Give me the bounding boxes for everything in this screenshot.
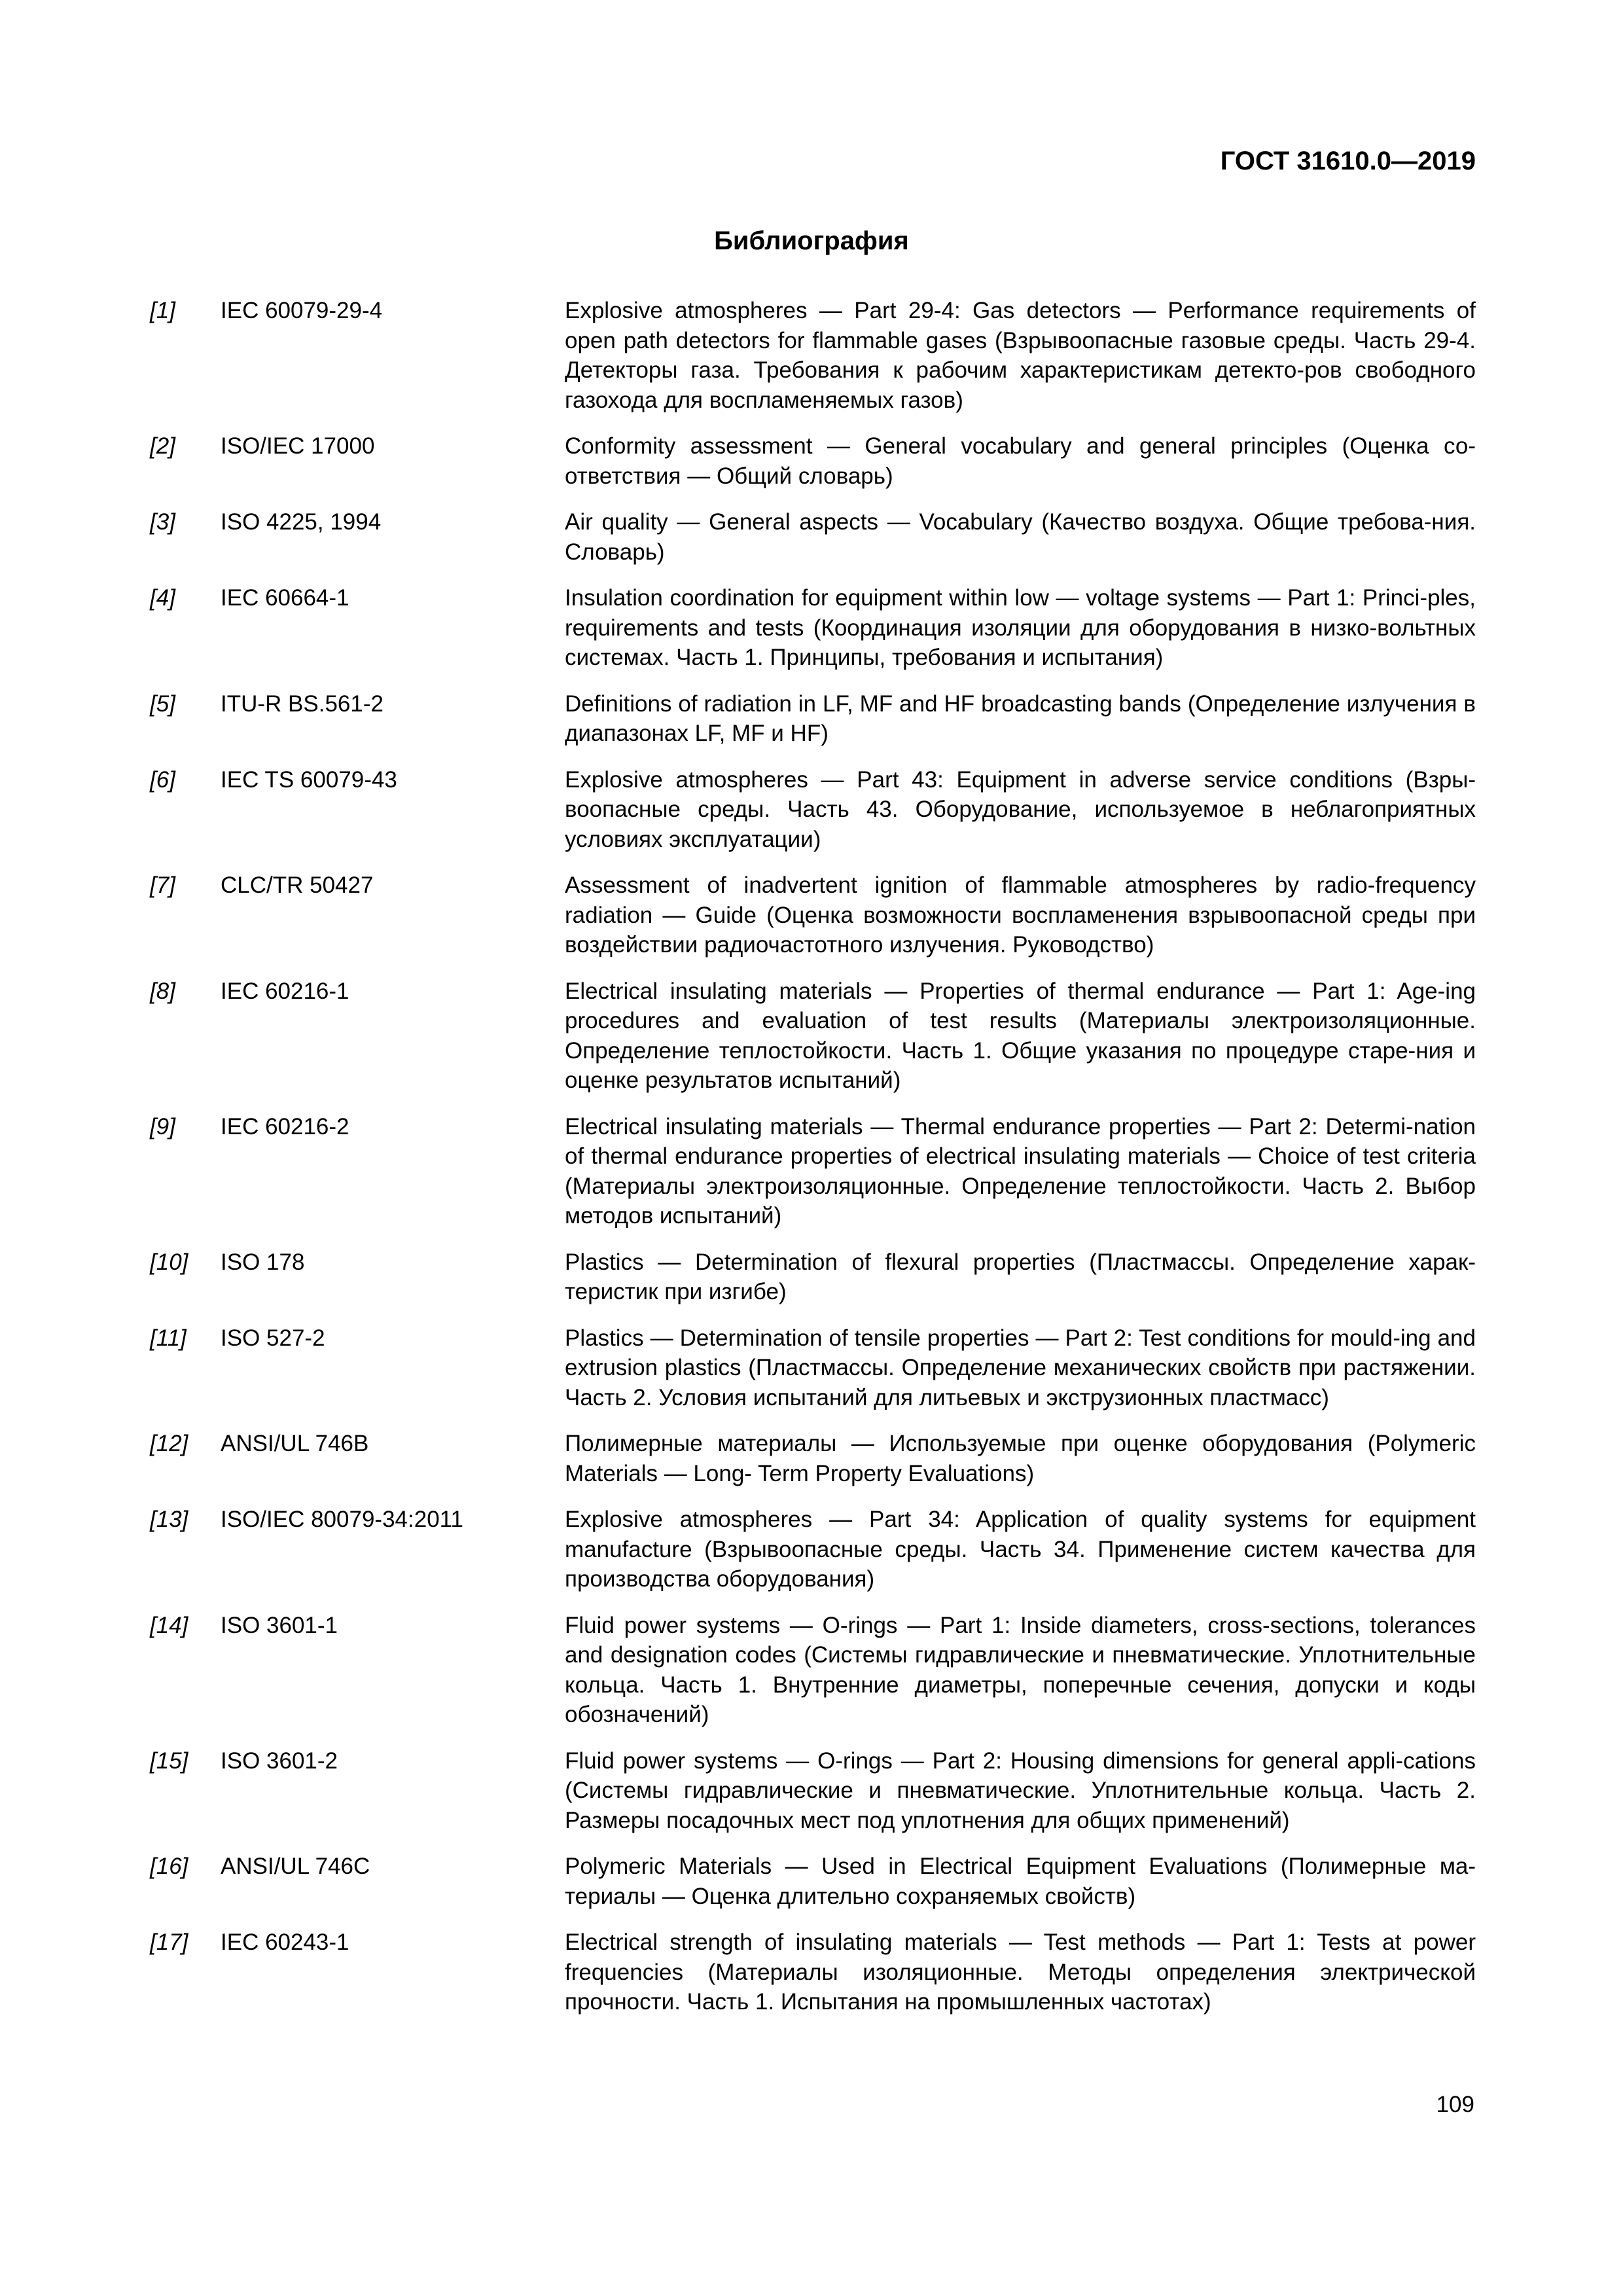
entry-number: [13] (150, 1507, 188, 1532)
entry-standard: IEC 60079-29-4 (221, 298, 383, 323)
entry-number: [11] (150, 1325, 187, 1351)
entry-number: [2] (150, 433, 175, 459)
entry-description: Explosive atmospheres — Part 43: Equipment in adverse service conditions (Взры-воопасные среды. Часть 43. Оборудование, используемое в неблагоприятных условиях эксплуатации) (565, 766, 1476, 852)
entry-number: [5] (150, 691, 175, 717)
entry-standard: ISO 3601-1 (221, 1612, 338, 1638)
entry-number: [3] (150, 509, 175, 535)
entry-number: [6] (150, 766, 175, 793)
entry-number: [17] (150, 1929, 188, 1955)
entry-standard: ISO 4225, 1994 (221, 509, 382, 535)
entry-standard: ANSI/UL 746B (221, 1431, 369, 1456)
entry-standard: IEC TS 60079-43 (221, 766, 397, 793)
bibliography-entry (150, 1852, 1476, 1911)
entry-standard: ISO 178 (221, 1249, 305, 1275)
bibliography-entry (150, 977, 1476, 1096)
entry-standard: ISO 3601-2 (221, 1748, 338, 1774)
document-code: ГОСТ 31610.0—2019 (1220, 147, 1476, 175)
bibliography-entry (150, 1505, 1476, 1594)
entry-description: Electrical insulating materials — Thermal endurance properties — Part 2: Determi-nation of thermal endurance properties of electrical insulating materials — Choice of test criteria (Материалы электроизоляционные. Определение теплостойкости. Часть 2. Выбор методов испытаний) (565, 1113, 1476, 1229)
entry-description: Explosive atmospheres — Part 34: Application of quality systems for equipment manufacture (Взрывоопасные среды. Часть 34. Применение систем качества для производства оборудования) (565, 1507, 1476, 1592)
entry-description: Polymeric Materials — Used in Electrical Equipment Evaluations (Полимерные ма-териалы — Оценка длительно сохраняемых свойств) (565, 1854, 1476, 1909)
entry-description: Plastics — Determination of tensile properties — Part 2: Test conditions for mould-ing and extrusion plastics (Пластмассы. Определение механических свойств при растяжении. Часть 2. Условия испытаний для литьевых и экструзионных пластмасс) (565, 1325, 1476, 1410)
bibliography-entry (150, 765, 1476, 855)
entry-number: [9] (150, 1113, 175, 1139)
bibliography-entry (150, 1247, 1476, 1307)
entry-description: Полимерные материалы — Используемые при оценке оборудования (Polymeric Materials — Long- Term Property Evaluations) (565, 1431, 1476, 1486)
bibliography-entry (150, 1611, 1476, 1730)
entry-description: Fluid power systems — O-rings — Part 2: Housing dimensions for general appli-cations (Системы гидравлические и пневматические. Уплотнительные кольца. Часть 2. Размеры посадочных мест под уплотнения для общих применений) (565, 1748, 1476, 1833)
entry-description: Conformity assessment — General vocabulary and general principles (Оценка со-ответствия — Общий словарь) (565, 433, 1476, 489)
entry-description: Plastics — Determination of flexural properties (Пластмассы. Определение харак-теристик при изгибе) (565, 1249, 1476, 1304)
bibliography-entry (150, 1928, 1476, 2017)
page-number: 109 (1436, 2092, 1474, 2117)
entry-description: Electrical strength of insulating materials — Test methods — Part 1: Tests at power frequencies (Материалы изоляционные. Методы определения электрической прочности. Часть 1. Испытания на промышленных частотах) (565, 1929, 1476, 2015)
bibliography-entry (150, 1429, 1476, 1488)
entry-number: [14] (150, 1612, 188, 1638)
entry-standard: ITU-R BS.561-2 (221, 691, 383, 717)
page-title: Библиография (714, 226, 909, 255)
entry-standard: ISO/IEC 17000 (221, 433, 375, 459)
entry-description: Assessment of inadvertent ignition of flammable atmospheres by radio-frequency radiation — Guide (Оценка возможности воспламенения взрывоопасной среды при воздействии радиочастотного излучения. Руководство) (565, 872, 1476, 958)
entry-standard: IEC 60216-1 (221, 978, 349, 1004)
bibliography-entry (150, 870, 1476, 960)
entry-description: Fluid power systems — O-rings — Part 1: Inside diameters, cross-sections, tolerances and designation codes (Системы гидравлические и пневматические. Уплотнительные кольца. Часть 1. Внутренние диаметры, поперечные сечения, допуски и коды обозначений) (565, 1612, 1476, 1727)
entry-description: Explosive atmospheres — Part 29-4: Gas detectors — Performance requirements of open path detectors for flammable gases (Взрывоопасные газовые среды. Часть 29-4. Детекторы газа. Требования к рабочим характеристикам детекто-ров свободного газохода для воспламеняемых газов) (565, 298, 1476, 413)
entry-number: [12] (150, 1431, 188, 1456)
bibliography-entry (150, 689, 1476, 749)
bibliography-entry (150, 1112, 1476, 1231)
bibliography-entry (150, 431, 1476, 491)
entry-number: [16] (150, 1854, 188, 1879)
entry-number: [7] (150, 872, 175, 898)
entry-number: [10] (150, 1249, 188, 1275)
entry-description: Electrical insulating materials — Properties of thermal endurance — Part 1: Age-ing procedures and evaluation of test results (Материалы электроизоляционные. Определение теплостойкости. Часть 1. Общие указания по процедуре старе-ния и оценке результатов испытаний) (565, 978, 1476, 1093)
bibliography-entry (150, 1323, 1476, 1413)
bibliography-entry (150, 507, 1476, 567)
entry-standard: ISO 527-2 (221, 1325, 325, 1351)
entry-number: [4] (150, 585, 175, 611)
bibliography-entry (150, 1746, 1476, 1836)
entry-number: [8] (150, 978, 175, 1004)
entry-description: Air quality — General aspects — Vocabulary (Качество воздуха. Общие требова-ния. Словарь) (565, 509, 1476, 565)
entry-standard: ANSI/UL 746C (221, 1854, 370, 1879)
entry-standard: IEC 60664-1 (221, 585, 349, 611)
entry-number: [15] (150, 1748, 188, 1774)
entry-standard: IEC 60216-2 (221, 1113, 349, 1139)
entry-standard: ISO/IEC 80079-34:2011 (221, 1507, 463, 1532)
bibliography-entry (150, 583, 1476, 673)
entry-description: Definitions of radiation in LF, MF and HF broadcasting bands (Определение излучения в диапазонах LF, MF и HF) (565, 691, 1476, 746)
bibliography-list (150, 296, 1476, 2034)
entry-standard: IEC 60243-1 (221, 1929, 349, 1955)
entry-description: Insulation coordination for equipment within low — voltage systems — Part 1: Princi-ples, requirements and tests (Координация изоляции для оборудования в низко-вольтных системах. Часть 1. Принципы, требования и испытания) (565, 585, 1476, 670)
entry-number: [1] (150, 298, 175, 323)
bibliography-entry (150, 296, 1476, 415)
entry-standard: CLC/TR 50427 (221, 872, 374, 898)
